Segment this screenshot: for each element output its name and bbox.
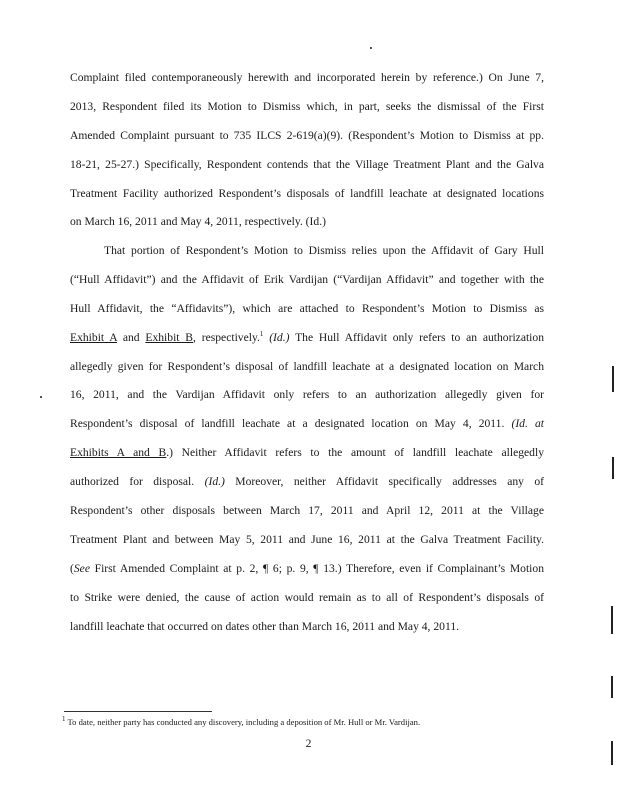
text-fragment: Moreover, neither Affidavit specifically addresses any of	[235, 475, 544, 489]
paragraph-2	[70, 237, 544, 641]
text-line: (See First Amended Complaint at p. 2, ¶ 6; p. 9, ¶ 13.) Therefore, even if Complainant’s Motion	[70, 561, 544, 575]
text-line	[70, 439, 544, 468]
scan-speck	[40, 396, 42, 398]
text-line: Amended Complaint pursuant to 735 ILCS 2-619(a)(9). (Respondent’s Motion to Dismiss at pp.	[70, 128, 544, 142]
footnote-text: To date, neither party has conducted any discovery, including a deposition of Mr. Hull or Mr. Vardijan.	[65, 717, 421, 727]
text-fragment: , respectively.	[193, 330, 260, 344]
exhibit-b-reference: Exhibit B	[145, 330, 194, 344]
citation-id: (Id.)	[269, 330, 290, 344]
exhibit-a-reference: Exhibit A	[70, 330, 118, 344]
text-line	[70, 468, 544, 497]
text-fragment: .) Neither Affidavit refers to the amount of landfill leachate allegedly	[166, 446, 544, 460]
text-line: Hull Affidavit, the “Affidavits”), which are attached to Respondent’s Motion to Dismiss as	[70, 301, 544, 315]
scan-edge-mark	[611, 676, 613, 698]
text-fragment: First Amended Complaint at p. 2, ¶ 6; p. 9, ¶ 13.) Therefore, even if Complainant’s Motion	[89, 561, 544, 575]
text-fragment: The Hull Affidavit only refers to an authorization	[295, 330, 544, 344]
citation-id: (Id.)	[204, 475, 225, 489]
text-fragment: and	[122, 330, 140, 344]
text-line: to Strike were denied, the cause of action would remain as to all of Respondent’s disposals of	[70, 590, 544, 604]
exhibits-reference: Exhibits A and B	[70, 446, 167, 460]
text-fragment: authorized for disposal.	[70, 475, 195, 489]
text-line: Respondent’s other disposals between March 17, 2011 and April 12, 2011 at the Village	[70, 504, 544, 518]
text-fragment: Respondent’s disposal of landfill leachate at a designated location on May 4, 2011.	[70, 417, 505, 431]
paragraph-1	[70, 64, 544, 237]
text-line: Treatment Plant and between May 5, 2011 and June 16, 2011 at the Galva Treatment Facility.	[70, 532, 544, 546]
text-line: (“Hull Affidavit”) and the Affidavit of Erik Vardijan (“Vardijan Affidavit” and together with the	[70, 272, 544, 286]
footnote-separator	[64, 711, 212, 712]
scan-edge-mark	[611, 606, 613, 634]
text-line: 16, 2011, and the Vardijan Affidavit only refers to an authorization allegedly given for	[70, 388, 544, 402]
scan-edge-mark	[612, 457, 614, 479]
text-line: 2013, Respondent filed its Motion to Dismiss which, in part, seeks the dismissal of the First	[70, 99, 544, 113]
text-line: Complaint filed contemporaneously herewith and incorporated herein by reference.) On June 7,	[70, 71, 544, 84]
footnote	[62, 716, 542, 728]
text-line	[70, 324, 544, 353]
text-line: allegedly given for Respondent’s disposal of landfill leachate at a designated location on March	[70, 359, 544, 373]
text-line: Treatment Facility authorized Respondent’s disposals of landfill leachate at designated locations	[70, 186, 544, 200]
text-line	[70, 410, 544, 439]
footnote-reference: 1	[259, 329, 264, 338]
footnote-number: 1	[62, 715, 66, 724]
text-line: landfill leachate that occurred on dates other than March 16, 2011 and May 4, 2011.	[70, 619, 460, 633]
scan-speck	[370, 47, 372, 49]
text-line: That portion of Respondent’s Motion to Dismiss relies upon the Affidavit of Gary Hull	[104, 244, 544, 257]
text-line: 18-21, 25-27.) Specifically, Respondent contends that the Village Treatment Plant and the Galva	[70, 157, 544, 171]
citation-id-at: (Id. at	[511, 417, 544, 431]
page-number: 2	[305, 737, 312, 750]
citation-see: See	[73, 561, 90, 575]
text-line: on March 16, 2011 and May 4, 2011, respectively. (Id.)	[70, 215, 326, 229]
scan-edge-mark	[612, 366, 614, 392]
